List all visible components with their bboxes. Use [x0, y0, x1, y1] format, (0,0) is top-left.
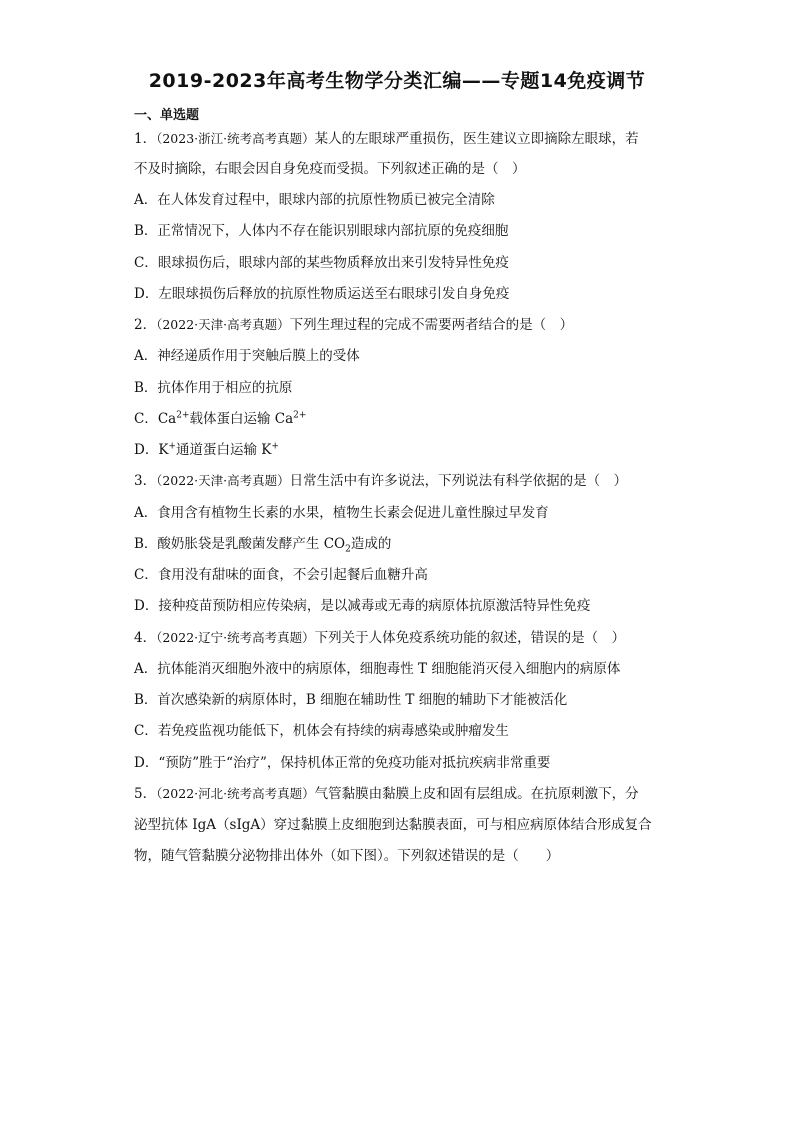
section-heading: 一、单选题 [134, 108, 200, 123]
question-2-option-d [134, 440, 664, 460]
question-5-stem [134, 784, 664, 804]
question-number: 4． [134, 630, 157, 646]
question-text: 下列生理过程的完成不需要两者结合的是（ ） [289, 317, 574, 333]
question-1-option-c: C．眼球损伤后，眼球内部的某些物质释放出来引发特异性免疫 [134, 255, 509, 271]
option-text: D．K [134, 442, 169, 458]
document-title: 2019-2023年高考生物学分类汇编——专题14免疫调节 [148, 70, 646, 92]
question-4-stem [134, 628, 664, 648]
question-3-option-d: D．接种疫苗预防相应传染病，是以减毒或无毒的病原体抗原激活特异性免疫 [134, 598, 591, 614]
question-number: 2． [134, 317, 157, 333]
option-text: B．酸奶胀袋是乳酸菌发酵产生 CO [134, 536, 346, 552]
question-1-stem [134, 129, 664, 149]
question-text: 下列关于人体免疫系统功能的叙述，错误的是（ ） [314, 630, 626, 646]
question-1-option-d: D．左眼球损伤后释放的抗原性物质运送至右眼球引发自身免疫 [134, 286, 510, 302]
question-4-option-c: C．若免疫监视功能低下，机体会有持续的病毒感染或肿瘤发生 [134, 723, 509, 739]
question-3-option-c: C．食用没有甜味的面食，不会引起餐后血糖升高 [134, 567, 428, 583]
question-number: 3． [134, 473, 157, 489]
formula-subscript: 2 [345, 544, 351, 555]
option-text: 造成的 [350, 536, 392, 552]
question-source: （2022·河北·统考高考真题） [156, 786, 315, 801]
question-source: （2022·天津·高考真题） [156, 317, 290, 332]
ion-charge: 2+ [176, 410, 190, 421]
question-text: 日常生活中有许多说法，下列说法有科学依据的是（ ） [289, 473, 628, 489]
question-1-option-b: B．正常情况下，人体内不存在能识别眼球内部抗原的免疫细胞 [134, 223, 509, 239]
question-4-option-b: B．首次感染新的病原体时，B 细胞在辅助性 T 细胞的辅助下才能被活化 [134, 692, 568, 708]
question-number: 1． [134, 131, 157, 147]
question-1-stem-cont: 不及时摘除，右眼会因自身免疫而受损。下列叙述正确的是（ ） [134, 161, 526, 177]
question-text: 某人的左眼球严重损伤，医生建议立即摘除左眼球，若 [314, 131, 639, 147]
question-4-option-a: A．抗体能消灭细胞外液中的病原体，细胞毒性 T 细胞能消灭侵入细胞内的病原体 [134, 661, 621, 677]
question-text: 气管黏膜由黏膜上皮和固有层组成。在抗原刺激下，分 [314, 786, 639, 802]
question-3-option-b [134, 534, 664, 554]
question-source: （2022·辽宁·统考高考真题） [156, 630, 315, 645]
question-3-option-a: A．食用含有植物生长素的水果，植物生长素会促进儿童性腺过早发育 [134, 505, 549, 521]
ion-charge: 2+ [293, 410, 307, 421]
question-source: （2023·浙江·统考高考真题） [156, 131, 315, 146]
question-1-option-a: A．在人体发育过程中，眼球内部的抗原性物质已被完全清除 [134, 192, 495, 208]
question-2-stem [134, 315, 664, 335]
question-source: （2022·天津·高考真题） [156, 473, 290, 488]
question-number: 5． [134, 786, 157, 802]
option-text: 通道蛋白运输 K [175, 442, 272, 458]
option-text: 载体蛋白运输 Ca [189, 411, 294, 427]
ion-charge: + [271, 441, 279, 452]
question-2-option-a: A．神经递质作用于突触后膜上的受体 [134, 348, 360, 364]
question-2-option-b: B．抗体作用于相应的抗原 [134, 380, 293, 396]
question-5-stem-cont: 泌型抗体 IgA（sIgA）穿过黏膜上皮细胞到达黏膜表面，可与相应病原体结合形成复合 [134, 817, 652, 833]
option-text: C．Ca [134, 411, 177, 427]
ion-charge: + [168, 441, 176, 452]
question-2-option-c [134, 409, 664, 429]
question-4-option-d: D．“预防”胜于“治疗”，保持机体正常的免疫功能对抵抗疾病非常重要 [134, 755, 551, 771]
question-5-stem-cont2: 物，随气管黏膜分泌物排出体外（如下图）。下列叙述错误的是（ ） [134, 848, 560, 864]
question-3-stem [134, 471, 664, 491]
